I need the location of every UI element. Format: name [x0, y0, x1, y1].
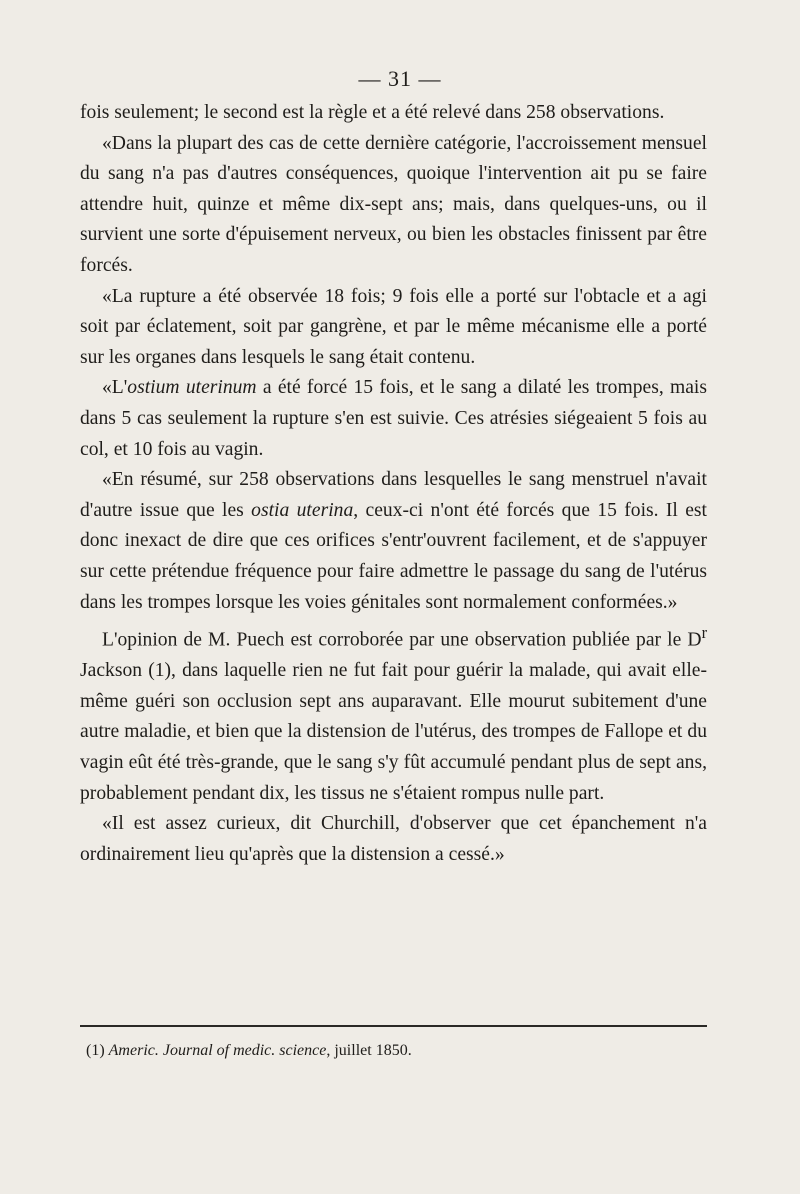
- latin-term: ostia uterina: [251, 499, 354, 521]
- paragraph-prefix: L'opinion de M. Puech est corroborée par une observation publiée par le D: [102, 629, 702, 651]
- paragraph-prefix: «L': [102, 377, 128, 399]
- paragraph-suffix: , ceux-ci n'ont été forcés que 15 fois. Il est donc inexact de dire que ces orifices s'entr'ouvrent facilement, et de s'appuyer sur cette prétendue fréquence pour faire admettre le passage du sang de l'utérus dans les trompes lorsque les voies génitales sont normalement conformées.»: [80, 499, 707, 613]
- paragraph-suffix: a été forcé 15 fois, et le sang a dilaté les trompes, mais dans 5 cas seulement la rupture s'en est suivie. Ces atrésies siégeaient 5 fois au col, et 10 fois au vagin.: [80, 377, 707, 460]
- footnote: [86, 1040, 706, 1062]
- latin-term: ostium uterinum: [127, 377, 257, 399]
- footnote-marker: (1): [86, 1042, 105, 1059]
- paragraph-churchill-quote: «Il est assez curieux, dit Churchill, d'observer que cet épanchement n'a ordinairement lieu qu'après que la distension a cessé.»: [80, 813, 707, 865]
- superscript: r: [701, 623, 707, 643]
- paragraph-quote-category: «Dans la plupart des cas de cette dernière catégorie, l'accroissement mensuel du sang n'a pas d'autres conséquences, quoique l'intervention ait pu se faire attendre huit, quinze et même dix-sept ans; mais, dans quelques-uns, ou il survient une sorte d'épuisement nerveux, ou bien les obstacles finissent par être forcés.: [80, 132, 707, 276]
- page-number: — 31 —: [358, 66, 442, 91]
- paragraph-suffix: Jackson (1), dans laquelle rien ne fut fait pour guérir la malade, qui avait elle-même guéri son occlusion sept ans auparavant. Elle mourut subitement d'une autre maladie, et bien que la distension de l'utérus, des trompes de Fallope et du vagin eût été très-grande, que le sang s'y fût accumulé pendant plus de sept ans, probablement pendant dix, les tissus ne s'étaient rompus nulle part.: [80, 660, 707, 804]
- paragraph-prefix: «En résumé, sur 258 observations dans lesquelles le sang menstruel n'avait d'autre issue que les: [80, 469, 707, 521]
- paragraph-quote-rupture: «La rupture a été observée 18 fois; 9 fois elle a porté sur l'obtacle et a agi soit par éclatement, soit par gangrène, et par le même mécanisme elle a porté sur les organes dans lesquels le sang était contenu.: [80, 285, 707, 368]
- footnote-journal: Americ. Journal of medic. science: [108, 1042, 327, 1059]
- paragraph-puech-opinion: [80, 618, 707, 809]
- footnote-divider: [80, 1025, 707, 1027]
- paragraph-continuation: fois seulement; le second est la règle et a été relevé dans 258 observations.: [80, 102, 665, 123]
- footnote-date: , juillet 1850.: [326, 1042, 412, 1059]
- body-text: [80, 98, 707, 870]
- paragraph-quote-ostium: [80, 373, 707, 465]
- paragraph-quote-summary: [80, 465, 707, 618]
